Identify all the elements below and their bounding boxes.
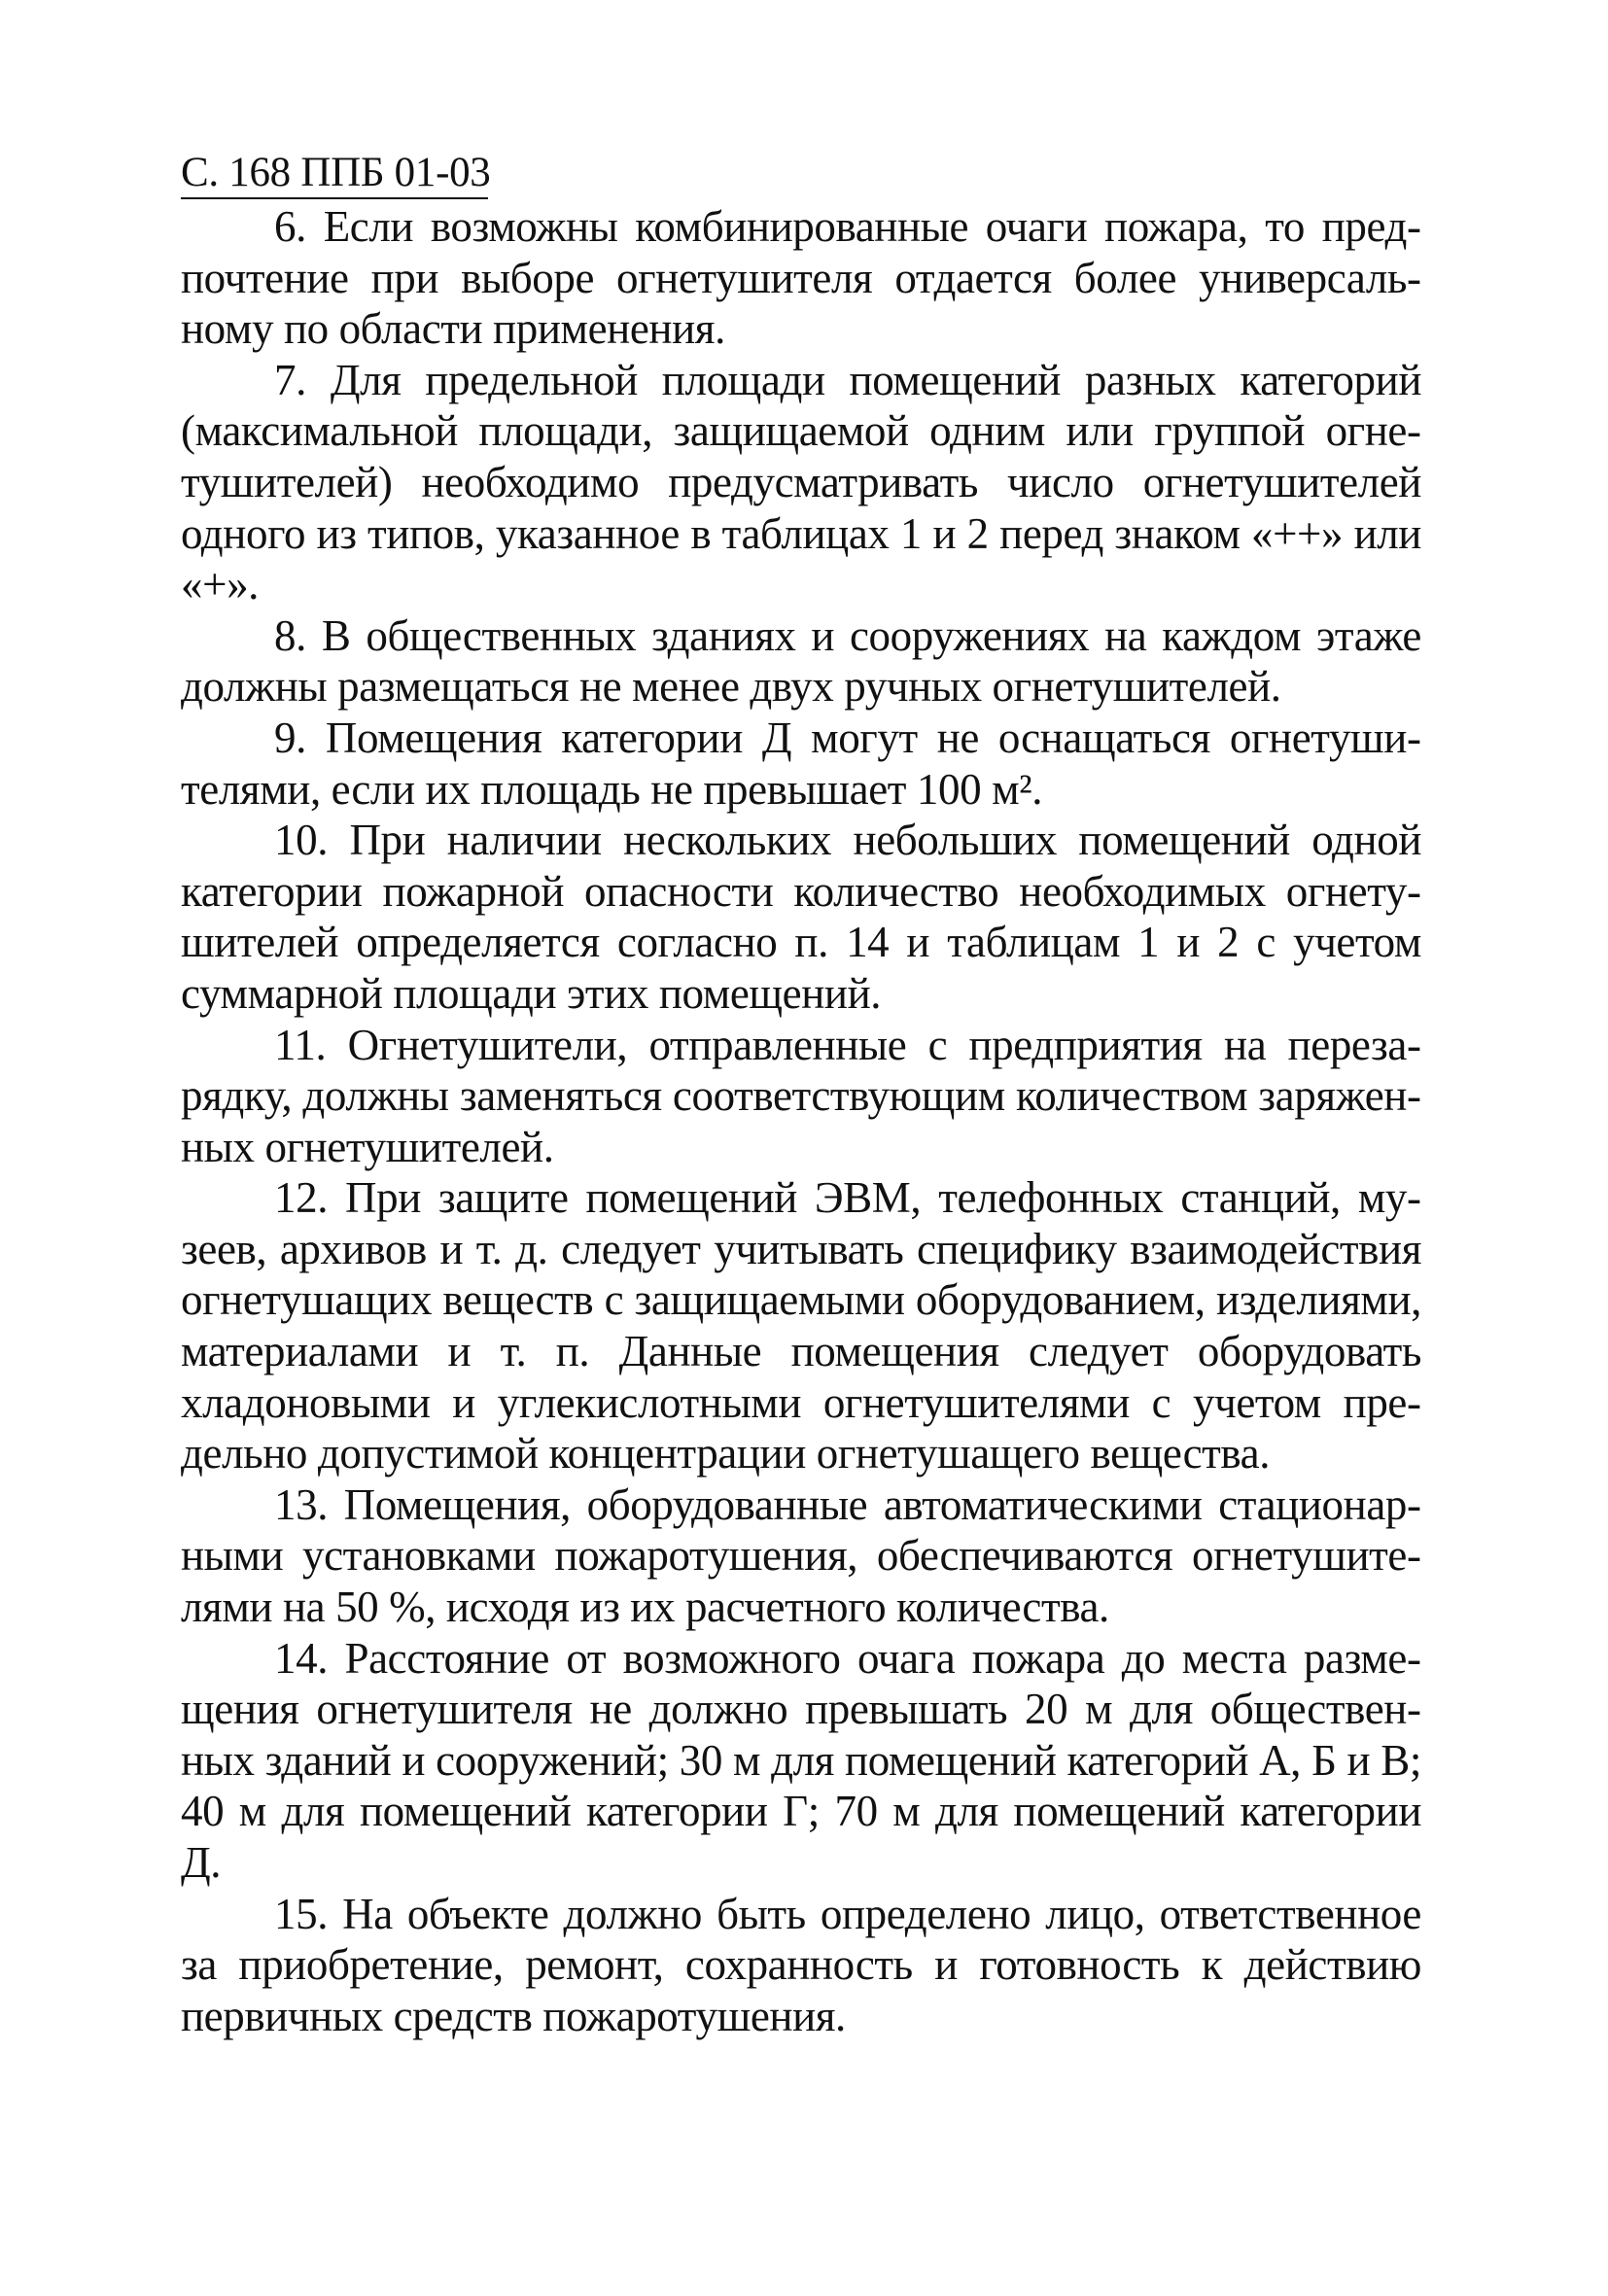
- paragraph-10: 10. При наличии нескольких небольших помещений одной категории пожарной опасности количество необходимых огнетушителей определяется согласно п. 14 и таблицам 1 и 2 с учетом суммарной площади этих помещений.: [181, 816, 1421, 1018]
- paragraph-11: 11. Огнетушители, отправленные с предприятия на перезарядку, должны заменяться соответствующим количеством заряженных огнетушителей.: [181, 1020, 1421, 1171]
- paragraph-12: 12. При защите помещений ЭВМ, телефонных станций, музеев, архивов и т. д. следует учитывать специфику взаимодействия огнетушащих веществ с защищаемыми оборудованием, изделиями, материалами и т. п. Данные помещения следует оборудовать хладоновыми и углекислотными огнетушителями с учетом предельно допустимой концентрации огнетушащего вещества.: [181, 1173, 1421, 1478]
- paragraph-7: 7. Для предельной площади помещений разных категорий (максимальной площади, защищаемой одним или группой огнетушителей) необходимо предусматривать число огнетушителей одного из типов, указанное в таблицах 1 и 2 перед знаком «++» или «+».: [181, 355, 1421, 609]
- body-text: [181, 201, 1421, 2041]
- paragraph-9: 9. Помещения категории Д могут не оснащаться огнетушителями, если их площадь не превышает 100 м².: [181, 713, 1421, 814]
- paragraph-13: 13. Помещения, оборудованные автоматическими стационарными установками пожаротушения, обеспечиваются огнетушителями на 50 %, исходя из их расчетного количества.: [181, 1479, 1421, 1632]
- paragraph-15: 15. На объекте должно быть определено лицо, ответственное за приобретение, ремонт, сохранность и готовность к действию первичных средств пожаротушения.: [181, 1889, 1421, 2040]
- paragraph-14: 14. Расстояние от возможного очага пожара до места размещения огнетушителя не должно превышать 20 м для общественных зданий и сооружений; 30 м для помещений категорий А, Б и В; 40 м для помещений категории Г; 70 м для помещений категории Д.: [181, 1633, 1421, 1887]
- paragraph-8: 8. В общественных зданиях и сооружениях на каждом этаже должны размещаться не менее двух ручных огнетушителей.: [181, 610, 1421, 712]
- page-header: С. 168 ППБ 01-03: [181, 150, 491, 195]
- paragraph-6: 6. Если возможны комбинированные очаги пожара, то предпочтение при выборе огнетушителя отдается более универсальному по области применения.: [181, 202, 1421, 354]
- header-underline: [181, 197, 488, 199]
